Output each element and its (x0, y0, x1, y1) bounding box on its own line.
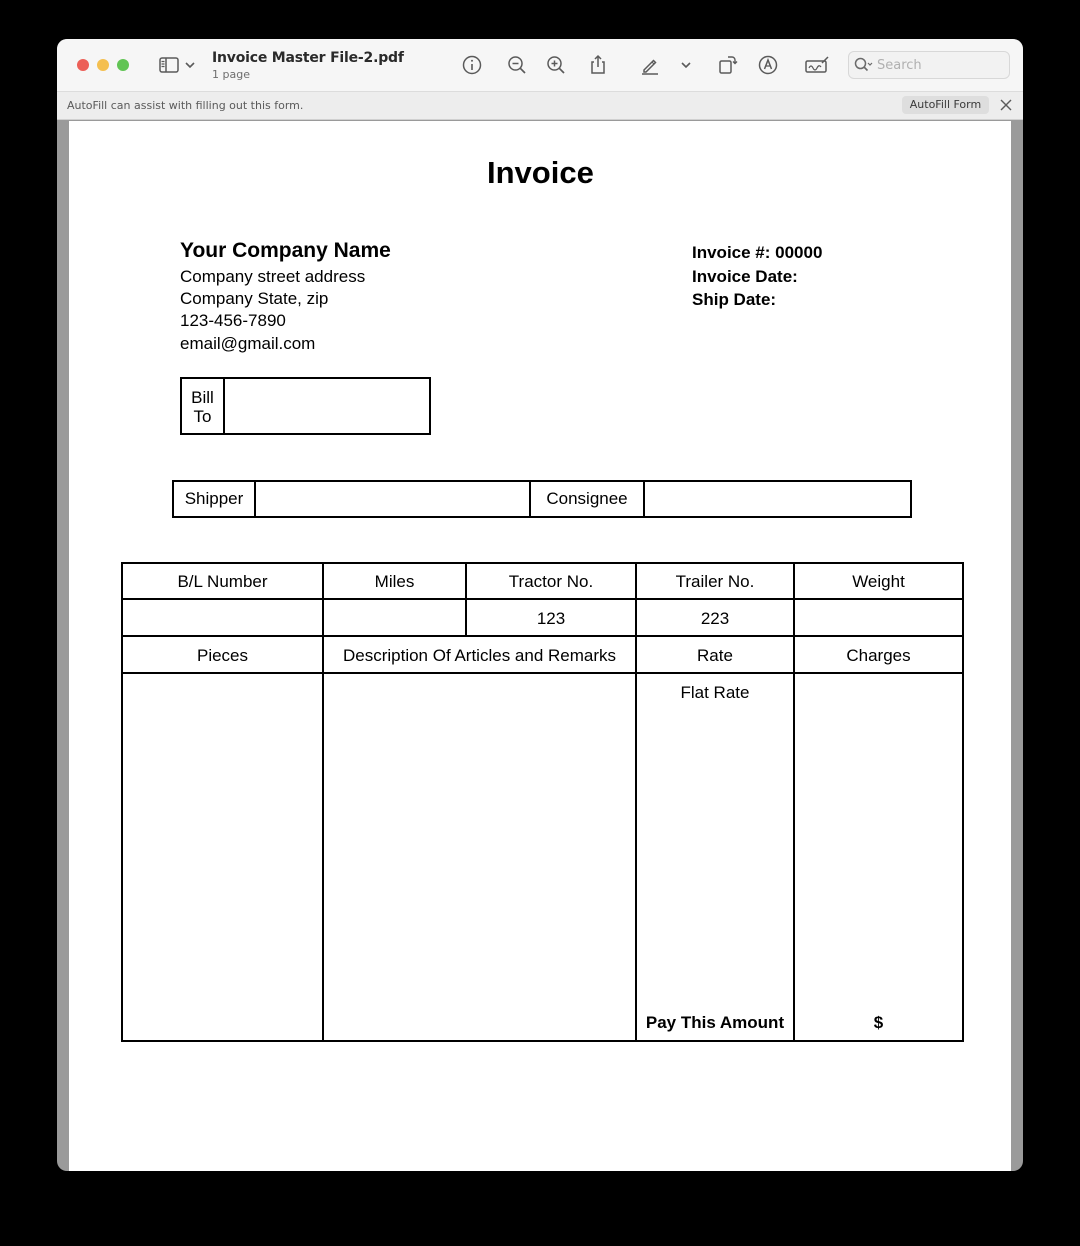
page-count: 1 page (212, 68, 250, 81)
tractor-no-field[interactable]: 123 (536, 609, 566, 628)
rotate-icon[interactable] (715, 53, 739, 77)
col-tractor-no: Tractor No. (508, 572, 594, 591)
document-title-block (212, 50, 404, 81)
close-window-button[interactable] (77, 59, 89, 71)
col-weight: Weight (852, 572, 905, 591)
consignee-label: Consignee (546, 489, 628, 508)
table-vline-3 (635, 562, 637, 1042)
col-miles: Miles (374, 572, 415, 591)
pay-amount-value[interactable]: $ (873, 1013, 884, 1032)
title-bar (57, 39, 1023, 92)
search-icon (853, 56, 873, 74)
bill-to-field[interactable] (225, 379, 429, 433)
col-pieces: Pieces (196, 646, 249, 665)
table-hline-1 (121, 598, 964, 600)
chevron-down-icon[interactable] (679, 53, 693, 77)
minimize-window-button[interactable] (97, 59, 109, 71)
col-trailer-no: Trailer No. (675, 572, 755, 591)
bill-to-label-line1: Bill (191, 388, 214, 407)
company-name: Your Company Name (180, 239, 391, 262)
search-input[interactable] (877, 58, 997, 73)
share-icon[interactable] (586, 53, 610, 77)
autofill-message: AutoFill can assist with filling out this form. (67, 99, 304, 112)
company-street: Company street address (180, 267, 366, 286)
zoom-out-icon[interactable] (505, 53, 529, 77)
col-rate: Rate (697, 646, 733, 665)
sidebar-icon[interactable] (157, 53, 181, 77)
pdf-page (69, 121, 1011, 1171)
table-vline-1 (322, 562, 324, 1042)
invoice-date: Invoice Date: (692, 267, 798, 286)
table-vline-4 (793, 562, 795, 1042)
shipper-label: Shipper (184, 489, 244, 508)
table-hline-2 (121, 635, 964, 637)
search-field[interactable] (848, 51, 1010, 79)
zoom-window-button[interactable] (117, 59, 129, 71)
col-bl-number: B/L Number (177, 572, 268, 591)
highlight-pen-icon[interactable] (638, 53, 662, 77)
consignee-field[interactable] (645, 482, 910, 516)
bill-to-label-line2: To (193, 407, 212, 426)
signature-icon[interactable] (803, 53, 831, 77)
rate-value[interactable]: Flat Rate (680, 683, 750, 702)
invoice-table (121, 562, 964, 1042)
col-description: Description Of Articles and Remarks (342, 646, 617, 665)
zoom-in-icon[interactable] (544, 53, 568, 77)
col-charges: Charges (846, 646, 911, 665)
shipper-field[interactable] (256, 482, 529, 516)
pay-this-amount-label: Pay This Amount (645, 1013, 785, 1032)
invoice-title: Invoice (487, 155, 594, 190)
invoice-number: Invoice #: 00000 (692, 243, 823, 262)
table-hline-3 (121, 672, 964, 674)
company-state-zip: Company State, zip (180, 289, 329, 308)
markup-icon[interactable] (756, 53, 780, 77)
bill-to-label (182, 388, 223, 426)
trailer-no-field[interactable]: 223 (700, 609, 730, 628)
close-icon[interactable] (999, 98, 1013, 112)
pdf-viewer-window (57, 39, 1023, 1171)
info-icon[interactable] (460, 53, 484, 77)
autofill-form-button[interactable]: AutoFill Form (902, 96, 989, 114)
autofill-bar (57, 92, 1023, 120)
document-title: Invoice Master File-2.pdf (212, 50, 404, 66)
company-email: email@gmail.com (180, 334, 316, 353)
ship-date: Ship Date: (692, 290, 777, 309)
company-phone: 123-456-7890 (180, 311, 286, 330)
chevron-down-icon[interactable] (183, 53, 197, 77)
